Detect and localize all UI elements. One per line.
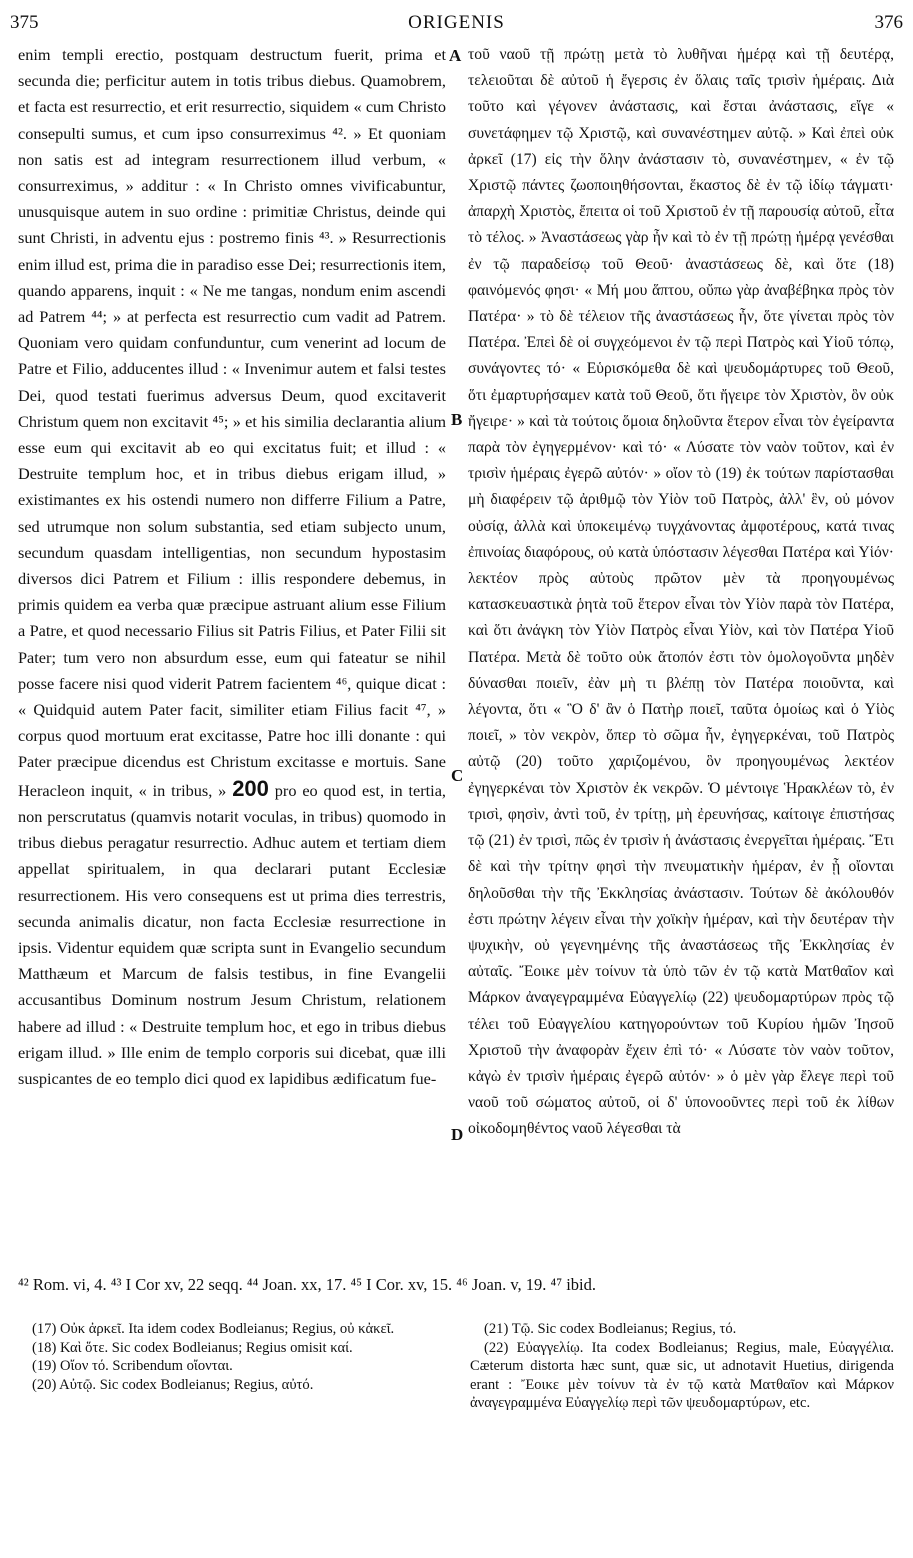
greek-column <box>468 42 894 1257</box>
column-number-marker: 200 <box>232 775 269 801</box>
section-marker-a: A <box>449 46 462 65</box>
scripture-references: ⁴² Rom. vi, 4. ⁴³ I Cor xv, 22 seqq. ⁴⁴ Joan. xx, 17. ⁴⁵ I Cor. xv, 15. ⁴⁶ Joan. v, 19. ⁴⁷ ibid. <box>18 1275 596 1294</box>
footnotes-right <box>470 1320 894 1413</box>
running-title: ORIGENIS <box>408 12 505 33</box>
footnote: (20) Αὐτῷ. Sic codex Bodleianus; Regius, αὐτό. <box>32 1376 314 1393</box>
running-header <box>10 12 903 38</box>
left-page-number: 375 <box>10 12 39 33</box>
footnote: (17) Οὐκ ἀρκεῖ. Ita idem codex Bodleianus; Regius, οὐ κἀκεῖ. <box>32 1321 395 1337</box>
latin-text: enim templi erectio, postquam destructum fuerit, prima et secunda die; perficitur autem in totis tribus diebus. Quamobrem, et facta est resurrectio, et erit resurrectio, siquidem « cum Christo consepulti sumus, et cum ipso consurreximus ⁴². » Et quoniam non satis est ad integram resurrectionem illud verbum, « consurreximus, » additur : « In Christo omnes vivificabuntur, unusquisque autem in suo ordine : primitiæ Christus, deinde qui sunt Christi, in adventu ejus : postremo finis ⁴³. » Resurrectionis enim illud est, prima die in paradiso esse Dei; resurrectionis item, quando apparens, inquit : « Ne me tangas, nondum enim ascendi ad Patrem ⁴⁴; » at perfecta est resurrectio cum vadit ad Patrem. Quoniam vero quidam confunduntur, cum venerint ad locum de Patre et Filio, adducentes illud : « Invenimur autem et falsi testes Dei, quod testati fuerimus adversus Deum, quod excitaverit Christum quem non excitavit ⁴⁵; » et his similia declarantia alium esse eum qui excitavit ab eo qui excitatus fuit; et illud : « Destruite templum hoc, et in tribus diebus erigam illud, » existimantes ex his ostendi numero non differre Filium a Patre, sed utrumque non solum substantia, sed etiam subjecto unum, secundum quasdam intelligentias, non secundum hypostasim diversos dici Patrem et Filium : illis respondere debemus, in primis quidem ea verba quæ præcipue astruant alium esse Filium a Patre, et quod necessario Filius sit Patris Filius, et Pater Filii sit Pater; tum vero non absurdum esse, eum qui fateatur se nihil posse facere nisi quod viderit Patrem facientem ⁴⁶, quique dicat : « Quidquid autem Pater facit, similiter etiam Filius facit ⁴⁷, » corpus quod mortuum erat excitasse, Patre hoc illi donante : qui Pater præcipue dicendus est Christum excitasse e mortuis. Sane Heracleon inquit, « in tribus, » <box>18 45 446 800</box>
footnote: (18) Καὶ ὅτε. Sic codex Bodleianus; Regius omisit καί. <box>32 1339 353 1356</box>
right-page-number: 376 <box>874 12 903 33</box>
latin-text-continued: pro eo quod est, in tertia, non perscrutatus (quamvis notarit voculas, in tribus) quomodo in tribus diebus peragatur resurrectio. Adhuc autem et tertiam diem appellat spiritualem, in qua declarari putant Ecclesiæ resurrectionem. His vero consequens est ut prima dies terrestris, secunda animalis dicatur, non facta Ecclesiæ resurrectione in ipsis. Videntur equidem quæ scripta sunt in Evangelio secundum Matthæum et Marcum de falsis testibus, in fine Evangelii accusantibus Dominum nostrum Jesum Christum, relationem habere ad illud : « Destruite templum hoc, et ego in tribus diebus erigam illud. » Ille enim de templo corporis sui dicebat, quæ illi suspicantes de eo templo dici quod ex lapidibus ædificatum fue- <box>18 780 446 1088</box>
footnotes-left <box>18 1320 448 1394</box>
footnote: (19) Οἴον τό. Scribendum οἴονται. <box>32 1358 233 1375</box>
section-marker-b: B <box>451 410 463 429</box>
greek-text: τοῦ ναοῦ τῇ πρώτῃ μετὰ τὸ λυθῆναι ἡμέρᾳ καὶ τῇ δευτέρᾳ, τελειοῦται δὲ αὐτοῦ ἡ ἔγερσις ἐν ὅλαις ταῖς τρισὶν ἡμέραις. Διὰ τοῦτο καὶ γέγονεν ἀνάστασις, καὶ ἔσται ἀνάστασις, εἴγε « συνετάφημεν τῷ Χριστῷ, καὶ συνανέστημεν αὐτῷ. » Καὶ ἐπεὶ οὐκ ἀρκεῖ (17) εἰς τὴν ὅλην ἀνάστασιν τὸ, συνανέστημεν, « ἐν τῷ Χριστῷ πάντες ζωοποιηθήσονται, ἕκαστος δὲ ἐν τῷ ἰδίῳ τάγματι· ἀπαρχὴ Χριστὸς, ἔπειτα οἱ τοῦ Χριστοῦ ἐν τῇ παρουσίᾳ αὐτοῦ, εἶτα τὸ τέλος. » Ἀναστάσεως γὰρ ἦν καὶ τὸ ἐν τῇ πρώτῃ ἡμέρᾳ γενέσθαι ἐν τῷ παραδείσῳ τοῦ Θεοῦ· ἀναστάσεως δὲ, καὶ ὅτε (18) φαινόμενός φησι· « Μή μου ἅπτου, οὔπω γὰρ ἀναβέβηκα πρὸς τὸν Πατέρα· » τὸ δὲ τέλειον τῆς ἀναστάσεως ἦν, ὅτε γίνεται πρὸς τὸν Πατέρα. Ἐπεὶ δὲ οἱ συγχεόμενοι ἐν τῷ περὶ Πατρὸς καὶ Υἱοῦ τόπῳ, συνάγοντες τό· « Εὑρισκόμεθα δὲ καὶ ψευδομάρτυρες τοῦ Θεοῦ, ὅτι ἐμαρτυρήσαμεν κατὰ τοῦ Θεοῦ, ὅτι ἤγειρε τὸν Χριστὸν, ὃν οὐκ ἤγειρε· » καὶ τὰ τούτοις ὅμοια δηλοῦντα ἕτερον εἶναι τὸν ἐγείραντα παρὰ τὸν ἐγηγερμένον· καὶ τό· « Λύσατε τὸν ναὸν τοῦτον, καὶ ἐν τρισὶν ἡμέραις ἐγερῶ αὐτόν· » οἴον τὸ (19) ἐκ τούτων παρίστασθαι μὴ διαφέρειν τῷ ἀριθμῷ τὸν Υἱὸν τοῦ Πατρὸς, ἀλλ' ἓν, οὐ μόνον οὐσίᾳ, ἀλλὰ καὶ ὑποκειμένῳ τυγχάνοντας ἀμφοτέρους, κατά τινας ἐπινοίας διαφόρους, οὐ κατὰ ὑπόστασιν λέγεσθαι Πατέρα καὶ Υἱόν· λεκτέον πρὸς αὐτοὺς πρῶτον μὲν τὰ προηγουμένως κατασκευαστικὰ ῥητὰ τοῦ ἕτερον εἶναι τὸν Υἱὸν παρὰ τὸν Πατέρα, καὶ ὅτι ἀνάγκη τὸν Υἱὸν Πατρὸς εἶναι Υἱὸν, καὶ τὸν Πατέρα Υἱοῦ Πατέρα. Μετὰ δὲ τοῦτο οὐκ ἄτοπόν ἐστι τὸν ὁμολογοῦντα μηδὲν δύνασθαι ποιεῖν, ἐὰν μὴ τι βλέπῃ τὸν Πατέρα ποιοῦντα, καὶ λέγοντα, ὅτι « Ὃ δ' ἂν ὁ Πατὴρ ποιεῖ, ταῦτα ὁμοίως καὶ ὁ Υἱὸς ποιεῖ, » τὸν νεκρὸν, ὅπερ τὸ σῶμα ἦν, ἐγηγερκέναι, τοῦ Πατρὸς αὐτῷ (20) τοῦτο χαριζομένου, ὃν προηγουμένως λεκτέον ἐγηγερκέναι τὸν Χριστὸν ἐκ νεκρῶν. Ὁ μέντοιγε Ἡρακλέων τὸ, ἐν τρισὶ, φησὶν, ἀντὶ τοῦ, ἐν τρίτῃ, μὴ ἐρευνήσας, καίτοιγε ἐπιστήσας τῷ (21) ἐν τρισὶ, πῶς ἐν τρισὶν ἡ ἀνάστασις ἐνεργεῖται ἡμέραις. Ἔτι δὲ καὶ τὴν τρίτην φησὶ τὴν πνευματικὴν ἡμέραν, ἐν ᾗ οἴονται δηλοῦσθαι τὴν τῆς Ἐκκλησίας ἀνάστασιν. Τούτων δὲ ἀκόλουθόν ἐστι πρώτην λέγειν εἶναι τὴν χοϊκὴν ἡμέραν, καὶ τὴν δευτέραν τὴν ψυχικὴν, οὐ γεγενημένης τῆς ἀναστάσεως τῆς Ἐκκλησίας ἐν αὐταῖς. Ἔοικε μὲν τοίνυν τὰ ὑπὸ τῶν ἐν τῷ κατὰ Ματθαῖον καὶ Μάρκον ἀναγεγραμμένα Εὐαγγελίῳ (22) ψευδομαρτύρων πρὸς τῷ τέλει τοῦ Εὐαγγελίου κατηγορούντων τοῦ Κυρίου ἡμῶν Ἰησοῦ Χριστοῦ τὴν ἀναφορὰν ἔχειν ἐπὶ τό· « Λύσατε τὸν ναὸν τοῦτον, κἀγὼ ἐν τρισὶν ἡμέραις ἐγερῶ αὐτόν· » ὁ μὲν γὰρ ἔλεγε περὶ τοῦ ναοῦ τοῦ σώματος αὐτοῦ, οἱ δ' ὑπονοοῦντες περὶ τοῦ ἐκ λίθων οἰκοδομηθέντος ναοῦ λέγεσθαι τὰ <box>468 46 894 1138</box>
latin-paragraph <box>18 42 446 1092</box>
latin-column <box>18 42 446 1257</box>
section-marker-c: C <box>451 766 464 785</box>
section-marker-d: D <box>451 1125 464 1144</box>
footnote: (21) Τῷ. Sic codex Bodleianus; Regius, τό. <box>484 1321 737 1337</box>
footnote: (22) Εὐαγγελίῳ. Ita codex Bodleianus; Regius, male, Εὐαγγέλια. Cæterum distorta hæc sunt, quæ sic, ut adnotavit Huetius, dirigenda erant : Ἔοικε μὲν τοίνυν τὰ ἐν τῷ κατὰ Ματθαῖον καὶ Μάρκον ἀναγεγραμμένα Εὐαγγελίῳ περὶ τῶν ψευδομαρτύρων, etc. <box>470 1339 894 1412</box>
